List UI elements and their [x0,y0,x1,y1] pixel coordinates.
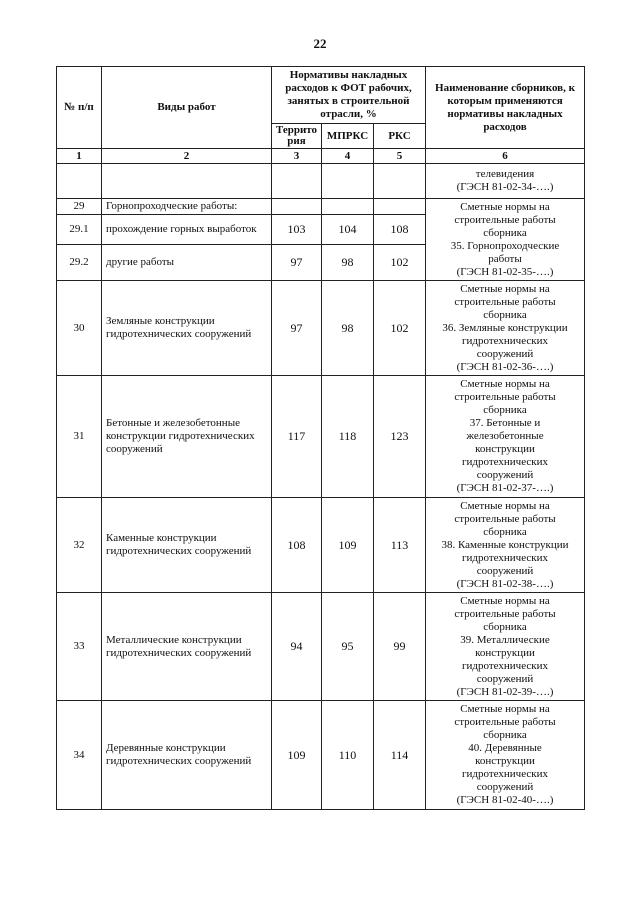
value-mprks: 95 [322,593,374,701]
overhead-norms-table [56,66,585,810]
collection-line: строительные работы [454,512,556,525]
collection-line: Сметные нормы на [460,200,550,213]
row-number: 30 [57,281,102,376]
value-rks: 108 [374,215,426,245]
value-mprks: 104 [322,215,374,245]
collection-line: сборника [483,620,527,633]
collection-line: гидротехнических [462,551,548,564]
header-index-row [57,149,585,164]
collection-line: (ГЭСН 81-02-34-….) [456,181,554,193]
header-norms: Нормативы накладных расходов к ФОТ рабочих, занятых в строительной отрасли, % [272,67,426,124]
row-number: 29.2 [57,245,102,281]
collection-line: 40. Деревянные [468,742,542,754]
value-territory: 108 [272,498,322,593]
collection-line: строительные работы [454,391,556,403]
collection-line: 37. Бетонные и [469,417,541,429]
row-number: 32 [57,498,102,593]
value-rks: 113 [374,498,426,593]
header-index: 3 [272,149,322,164]
collection-line: Сметные нормы на [460,282,550,295]
collection-line: работы [488,252,522,265]
collection-line: сооружений [476,564,534,577]
collection-cell [426,281,585,376]
collection-line: конструкции [475,755,535,767]
value-rks: 102 [374,281,426,376]
value-territory: 109 [272,701,322,810]
header-index: 2 [102,149,272,164]
collection-cell [426,701,585,810]
value-rks: 123 [374,376,426,498]
collection-line: телевидения [475,168,535,180]
value-rks: 99 [374,593,426,701]
table-row [57,199,585,215]
page-number: 22 [313,36,327,51]
row-number: 29.1 [57,215,102,245]
value-mprks: 110 [322,701,374,810]
collection-line: железобетонные [466,430,544,442]
collection-line: 36. Земляные конструкции [442,321,568,334]
work-type: другие работы [102,245,272,281]
work-type: Каменные конструкции гидротехнических сооружений [102,498,272,593]
row-number: 29 [57,199,102,215]
collection-line: 38. Каменные конструкции [441,538,569,551]
table-row [57,281,585,376]
collection-line: Сметные нормы на [460,703,550,715]
table-row [57,164,585,199]
collection-line: 35. Горнопроходческие [450,239,560,252]
collection-cell [426,593,585,701]
value-territory: 117 [272,376,322,498]
table-row [57,701,585,810]
collection-line: сборника [483,308,527,321]
table-row [57,376,585,498]
collection-line: (ГЭСН 81-02-40-….) [456,794,554,806]
work-type: Горнопроходческие работы: [102,199,272,215]
collection-line: гидротехнических [462,768,548,780]
work-type: Земляные конструкции гидротехнических сооружений [102,281,272,376]
header-rks: РКС [374,124,426,149]
collection-line: (ГЭСН 81-02-36-….) [456,360,554,373]
collection-line: сооружений [476,781,534,793]
header-index: 5 [374,149,426,164]
value-territory: 97 [272,245,322,281]
table-row [57,498,585,593]
collection-line: конструкции [475,443,535,455]
value-mprks: 98 [322,245,374,281]
row-number: 34 [57,701,102,810]
collection-line: Сметные нормы на [460,378,550,390]
collection-line: сборника [483,404,527,416]
header-index: 4 [322,149,374,164]
work-type: прохождение горных выработок [102,215,272,245]
value-rks: 102 [374,245,426,281]
collection-line: гидротехнических [462,334,548,347]
header-territory: Террито рия [272,124,322,149]
collection-line: Сметные нормы на [460,594,550,607]
table-row [57,593,585,701]
header-index: 1 [57,149,102,164]
value-territory: 103 [272,215,322,245]
collection-line: Сметные нормы на [460,499,550,512]
collection-cell [426,376,585,498]
work-type: Бетонные и железобетонные конструкции гидротехнических сооружений [102,376,272,498]
collection-cell [426,498,585,593]
header-work-type: Виды работ [102,67,272,149]
collection-line: гидротехнических [462,456,548,468]
value-mprks: 98 [322,281,374,376]
header-collection: Наименование сборников, к которым применяются нормативы накладных расходов [426,67,585,149]
collection-cell [426,199,585,281]
collection-line: строительные работы [454,716,556,728]
collection-line: 39. Металлические [460,633,550,646]
collection-line: (ГЭСН 81-02-37-….) [456,482,554,494]
collection-line: (ГЭСН 81-02-39-….) [456,685,554,698]
collection-line: сборника [483,525,527,538]
collection-line: конструкции [475,646,535,659]
collection-line: (ГЭСН 81-02-38-….) [456,577,554,590]
row-number: 33 [57,593,102,701]
work-type: Металлические конструкции гидротехнических сооружений [102,593,272,701]
collection-line: гидротехнических [462,659,548,672]
header-mprks: МПРКС [322,124,374,149]
row-number: 31 [57,376,102,498]
collection-line: сооружений [476,469,534,481]
work-type: Деревянные конструкции гидротехнических сооружений [102,701,272,810]
header-index: 6 [426,149,585,164]
value-territory: 94 [272,593,322,701]
collection-line: строительные работы [454,607,556,620]
collection-line: сооружений [476,672,534,685]
collection-line: сборника [483,226,527,239]
collection-line: сооружений [476,347,534,360]
value-rks: 114 [374,701,426,810]
collection-line: (ГЭСН 81-02-35-….) [456,265,554,278]
value-territory: 97 [272,281,322,376]
value-mprks: 118 [322,376,374,498]
value-mprks: 109 [322,498,374,593]
header-number: № п/п [57,67,102,149]
collection-line: строительные работы [454,213,556,226]
collection-line: строительные работы [454,295,556,308]
collection-cell [426,164,585,199]
collection-line: сборника [483,729,527,741]
